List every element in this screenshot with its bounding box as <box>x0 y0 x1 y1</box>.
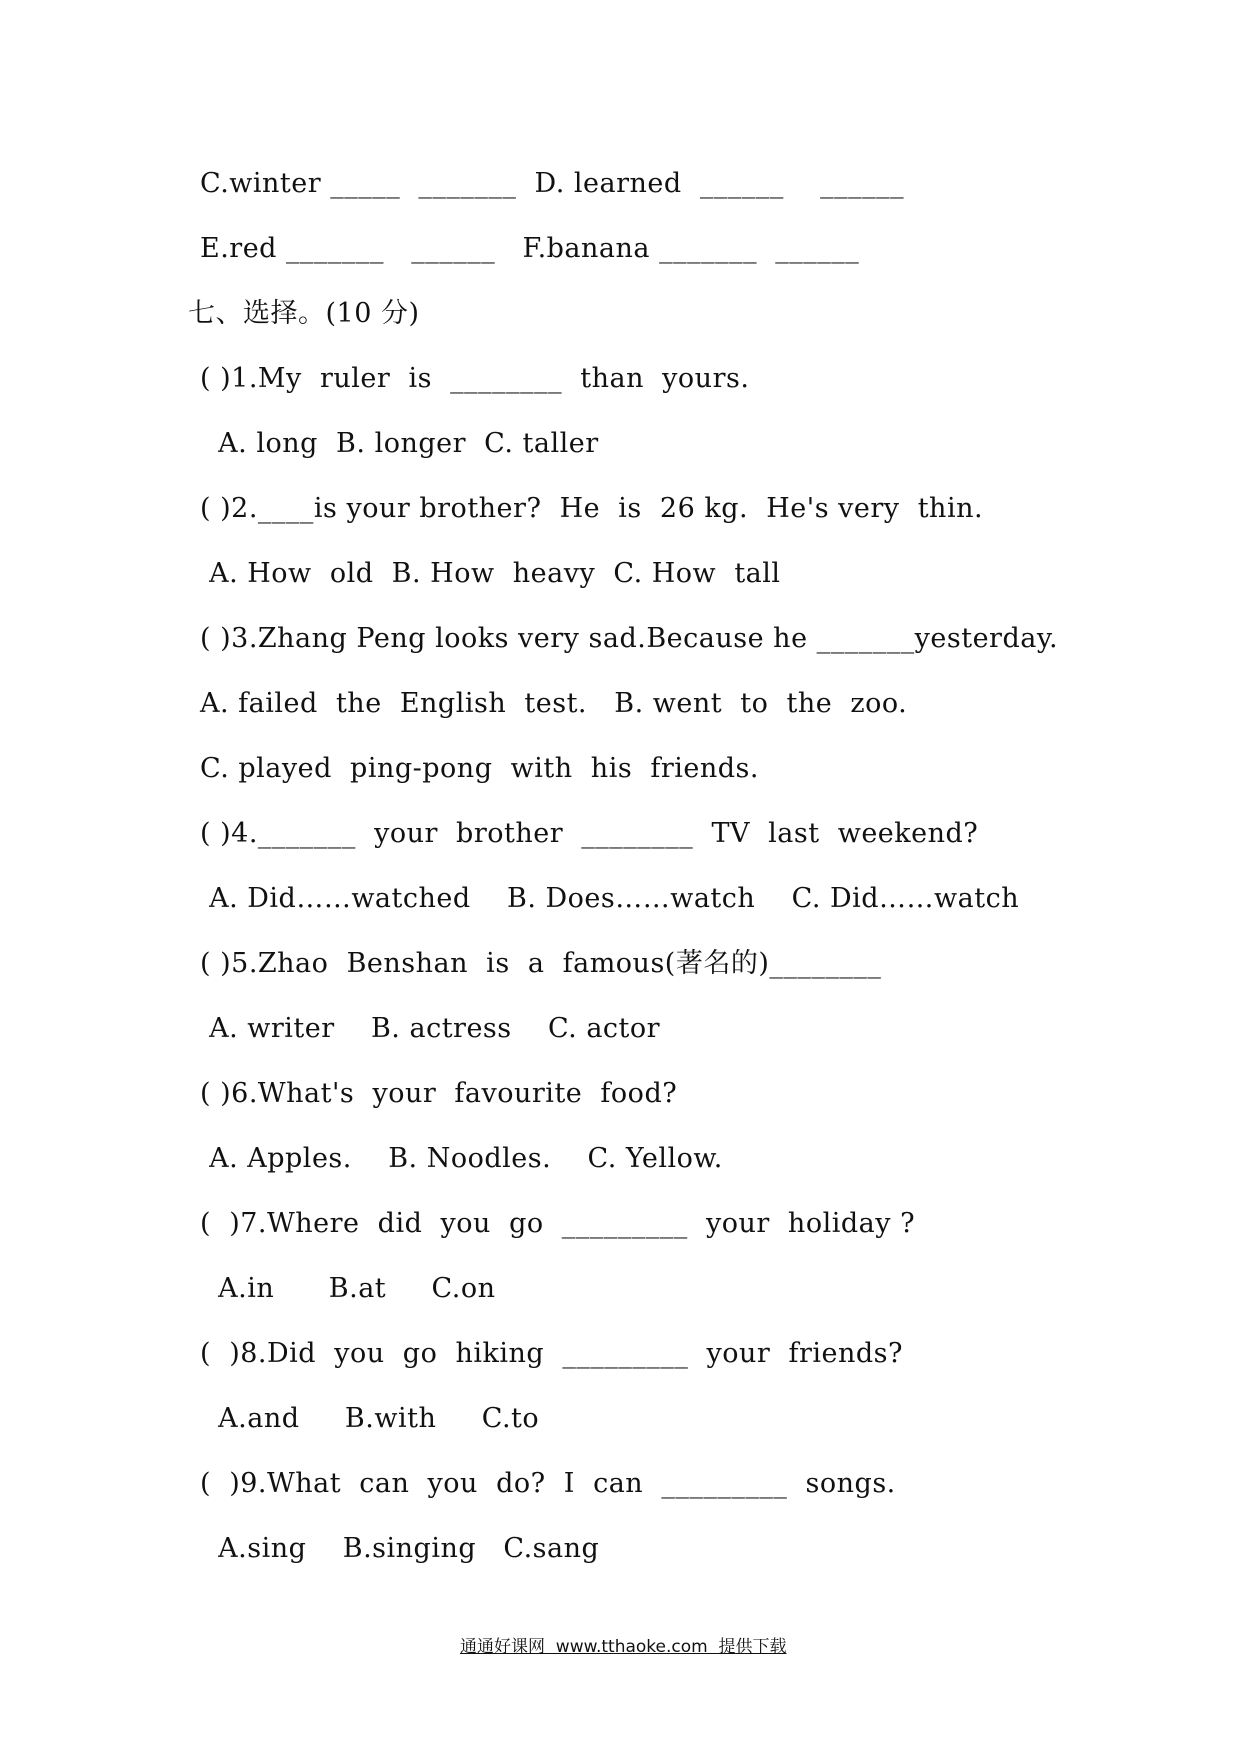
question-8: ( )8.Did you go hiking _________ your friends? <box>200 1338 904 1369</box>
question-6-options: A. Apples. B. Noodles. C. Yellow. <box>200 1143 723 1174</box>
question-2: ( )2.____is your brother? He is 26 kg. He's very thin. <box>200 493 984 524</box>
question-3-options-line-1: A. failed the English test. B. went to the zoo. <box>200 688 908 719</box>
section-heading: 七、选择。(10 分) <box>188 298 420 329</box>
question-3: ( )3.Zhang Peng looks very sad.Because he _______yesterday. <box>200 623 1059 654</box>
question-5: ( )5.Zhao Benshan is a famous(著名的)________ <box>200 948 882 979</box>
question-8-options: A.and B.with C.to <box>200 1403 540 1434</box>
question-1: ( )1.My ruler is ________ than yours. <box>200 363 750 394</box>
text-line-1: C.winter _____ _______ D. learned ______ ______ <box>200 168 905 199</box>
question-9: ( )9.What can you do? I can _________ songs. <box>200 1468 896 1499</box>
question-3-options-line-2: C. played ping-pong with his friends. <box>200 753 759 784</box>
question-9-options: A.sing B.singing C.sang <box>200 1533 600 1564</box>
question-7-options: A.in B.at C.on <box>200 1273 496 1304</box>
question-5-options: A. writer B. actress C. actor <box>200 1013 661 1044</box>
text-line-2: E.red _______ ______ F.banana _______ ______ <box>200 233 860 264</box>
question-4-options: A. Did……watched B. Does……watch C. Did……watch <box>200 883 1020 914</box>
question-7: ( )7.Where did you go _________ your holiday ? <box>200 1208 916 1239</box>
question-2-options: A. How old B. How heavy C. How tall <box>200 558 781 589</box>
question-4: ( )4._______ your brother ________ TV last weekend? <box>200 818 979 849</box>
question-1-options: A. long B. longer C. taller <box>200 428 599 459</box>
footer-download-note: 通通好课网 www.tthaoke.com 提供下载 <box>460 1637 787 1657</box>
question-6: ( )6.What's your favourite food? <box>200 1078 678 1109</box>
